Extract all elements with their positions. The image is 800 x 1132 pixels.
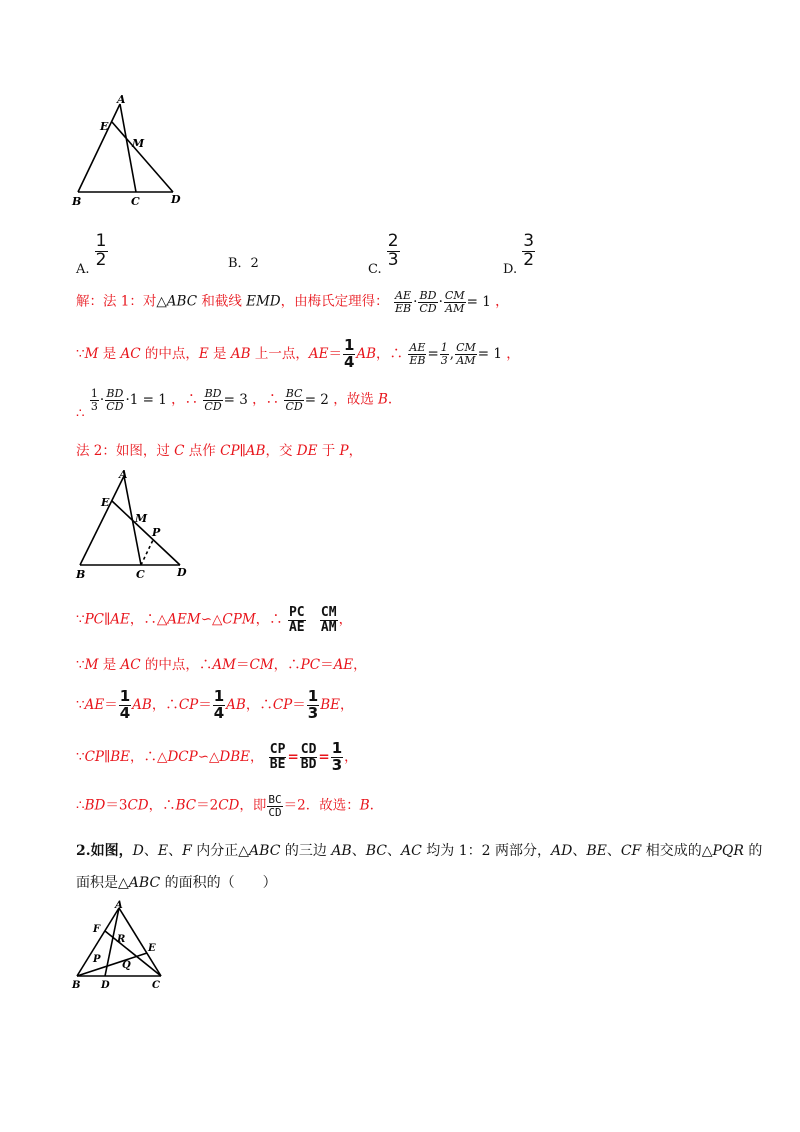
label-C: C: [152, 980, 160, 991]
solution2-line-3: ∵AE＝ $\frac{1}{4}$ AB，∴CP＝ $\frac{1}{4}$ AB，∴CP＝ $\frac{1}{3}$ BE，: [76, 687, 354, 722]
method-2-intro: 法 2：如图，过 C 点作 CP∥AB，交 DE 于 P，: [76, 443, 363, 459]
choice-b: B．2: [228, 256, 259, 271]
label-D: D: [171, 193, 181, 206]
label-D: D: [101, 980, 110, 991]
solution2-line-2: ∵M 是 AC 的中点，∴AM＝CM，∴PC＝AE，: [76, 657, 367, 673]
solution2-line-4: ∵CP∥BE，∴△DCP∽△DBE， $\frac{CP}{BE}$ = $\frac{CD}{BD}$ = $\frac{1}{3}$ ，: [76, 739, 358, 774]
label-B: B: [72, 195, 82, 208]
choice-d: D. $\frac{3}{2}$: [503, 231, 535, 277]
solution-line-2: ∵M 是 AC 的中点，E 是 AB 上一点，AE＝ $\frac{1}{4}$ AB，∴ $\frac{AE}{EB}$ = $\frac{1}{3}$ , $\frac{CM}{AM}$ = 1 ，: [76, 336, 520, 371]
label-D: D: [177, 566, 187, 579]
figure-triangle-3: [68, 896, 178, 992]
label-P: P: [152, 526, 161, 539]
solution-line-3: ∴ $\frac{1}{3}$ · $\frac{BD}{CD}$ ·1 = 1 ，∴ $\frac{BD}{CD}$ = 3 ，∴ $\frac{BC}{CD}$ = 2 ，故选 B.: [76, 387, 393, 422]
figure-triangle-1: [68, 92, 188, 210]
label-F: F: [93, 924, 101, 935]
label-C: C: [131, 195, 140, 208]
label-P: P: [93, 954, 101, 965]
label-M: M: [132, 137, 145, 150]
label-M: M: [135, 512, 148, 525]
label-Q: Q: [122, 960, 131, 971]
solution-line-1: 解：法 1：对△ABC 和截线 EMD，由梅氏定理得： $\frac{AE}{EB}$ · $\frac{BD}{CD}$ · $\frac{CM}{AM}$ = 1 ，: [76, 289, 509, 315]
label-C: C: [136, 568, 145, 581]
label-A: A: [117, 93, 126, 106]
question-2-line-1: 2.如图，D、E、F 内分正△ABC 的三边 AB、BC、AC 均为 1：2 两部分，AD、BE、CF 相交成的△PQR 的: [76, 843, 763, 859]
label-A: A: [115, 900, 123, 911]
choice-a: A. $\frac{1}{2}$: [76, 231, 107, 277]
label-B: B: [76, 568, 86, 581]
choice-c: C. $\frac{2}{3}$: [368, 231, 399, 277]
question-2-line-2: 面积是△ABC 的面积的（ ）: [76, 875, 277, 891]
label-E: E: [100, 120, 109, 133]
solution2-line-1: ∵PC∥AE，∴△AEM∽△CPM，∴ $\frac{PC}{AE}$ $\frac{CM}{AM}$ ，: [76, 605, 353, 635]
label-E: E: [148, 943, 156, 954]
solution2-line-5: ∴BD＝3CD，∴BC＝2CD，即 $\frac{BC}{CD}$ ＝2．故选：B.: [76, 793, 374, 819]
label-R: R: [117, 934, 126, 945]
label-A: A: [119, 468, 128, 481]
label-E: E: [101, 496, 110, 509]
figure-triangle-2: [68, 464, 198, 582]
label-B: B: [72, 980, 81, 991]
